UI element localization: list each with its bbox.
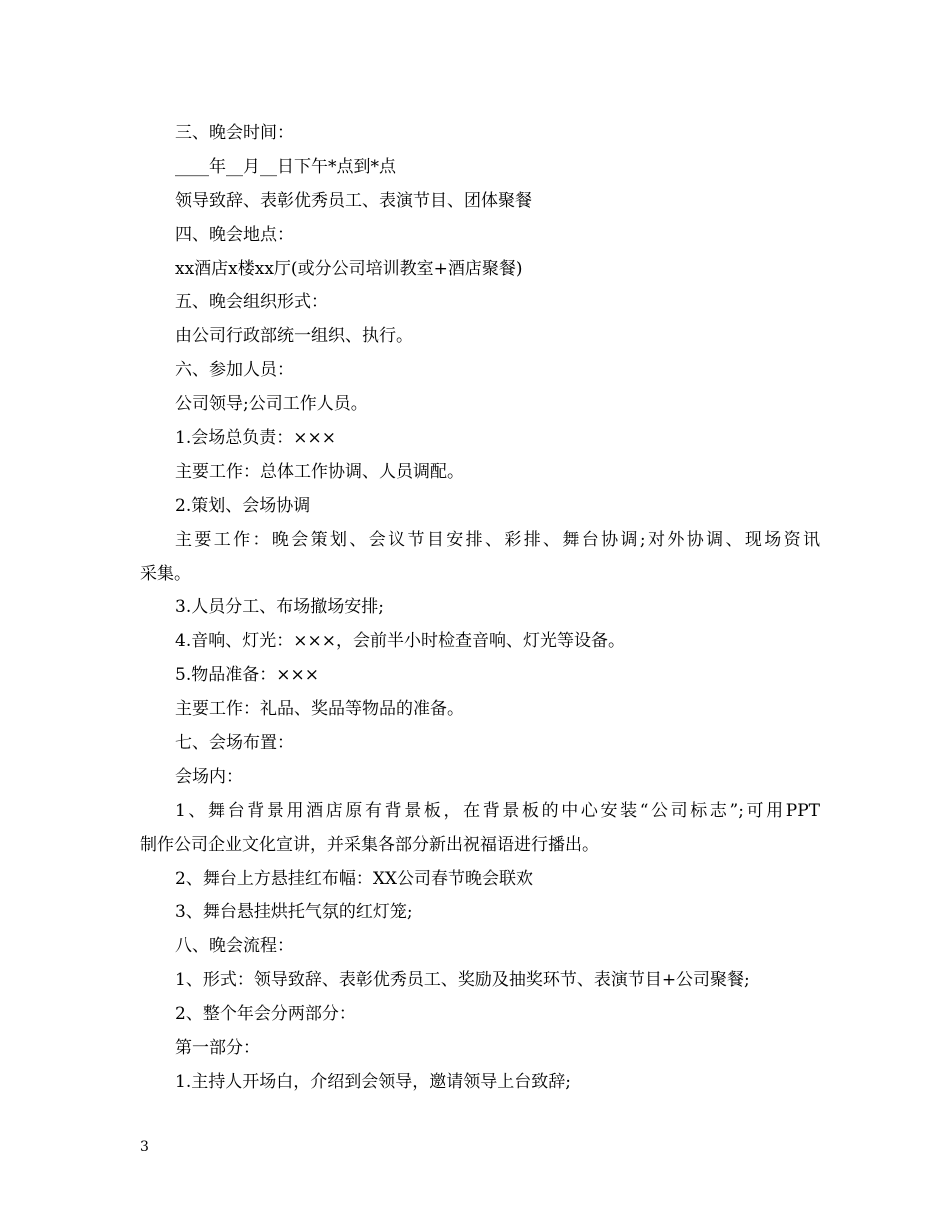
heading-organization: 五、晚会组织形式： [175, 292, 328, 313]
heading-party-venue: 四、晚会地点： [175, 224, 294, 245]
heading-party-process: 八、晚会流程： [175, 936, 294, 957]
text-line: 会场内： [175, 766, 243, 787]
heading-participants: 六、参加人员： [175, 360, 294, 381]
text-line: 采集。 [140, 563, 191, 584]
text-line: 1.会场总负责：××× [175, 428, 336, 449]
text-line: 1.主持人开场白，介绍到会领导，邀请领导上台致辞; [175, 1071, 571, 1092]
body-text [140, 117, 820, 1100]
text-line: 5.物品准备：××× [175, 665, 319, 686]
text-line: 2.策划、会场协调 [175, 495, 311, 516]
text-line: 主要工作：晚会策划、会议节目安排、彩排、舞台协调;对外协调、现场资讯 [175, 529, 820, 550]
text-line: ____年__月__日下午*点到*点 [175, 156, 396, 177]
text-line: 领导致辞、表彰优秀员工、表演节目、团体聚餐 [175, 190, 532, 211]
text-line: 2、舞台上方悬挂红布幅：XX公司春节晚会联欢 [175, 868, 534, 889]
text-line: 1、舞台背景用酒店原有背景板，在背景板的中心安装“公司标志”;可用PPT [175, 800, 820, 821]
heading-venue-layout: 七、会场布置： [175, 733, 294, 754]
text-line: 制作公司企业文化宣讲，并采集各部分新出祝福语进行播出。 [140, 834, 599, 855]
heading-party-time: 三、晚会时间： [175, 123, 294, 143]
page-number: 3 [140, 1139, 149, 1155]
text-line: 2、整个年会分两部分： [175, 1004, 356, 1025]
text-line: 3.人员分工、布场撤场安排; [175, 597, 384, 618]
text-line: 主要工作：礼品、奖品等物品的准备。 [175, 699, 464, 720]
text-line: 1、形式：领导致辞、表彰优秀员工、奖励及抽奖环节、表演节目+公司聚餐; [175, 970, 750, 991]
text-line: 第一部分： [175, 1038, 260, 1059]
text-line: 主要工作：总体工作协调、人员调配。 [175, 461, 464, 482]
text-line: 公司领导;公司工作人员。 [175, 394, 368, 415]
text-line: xx酒店x楼xx厅(或分公司培训教室+酒店聚餐) [175, 258, 523, 279]
text-line: 3、舞台悬挂烘托气氛的红灯笼; [175, 902, 413, 923]
text-line: 由公司行政部统一组织、执行。 [175, 326, 413, 347]
text-line: 4.音响、灯光：×××，会前半小时检查音响、灯光等设备。 [175, 631, 625, 652]
